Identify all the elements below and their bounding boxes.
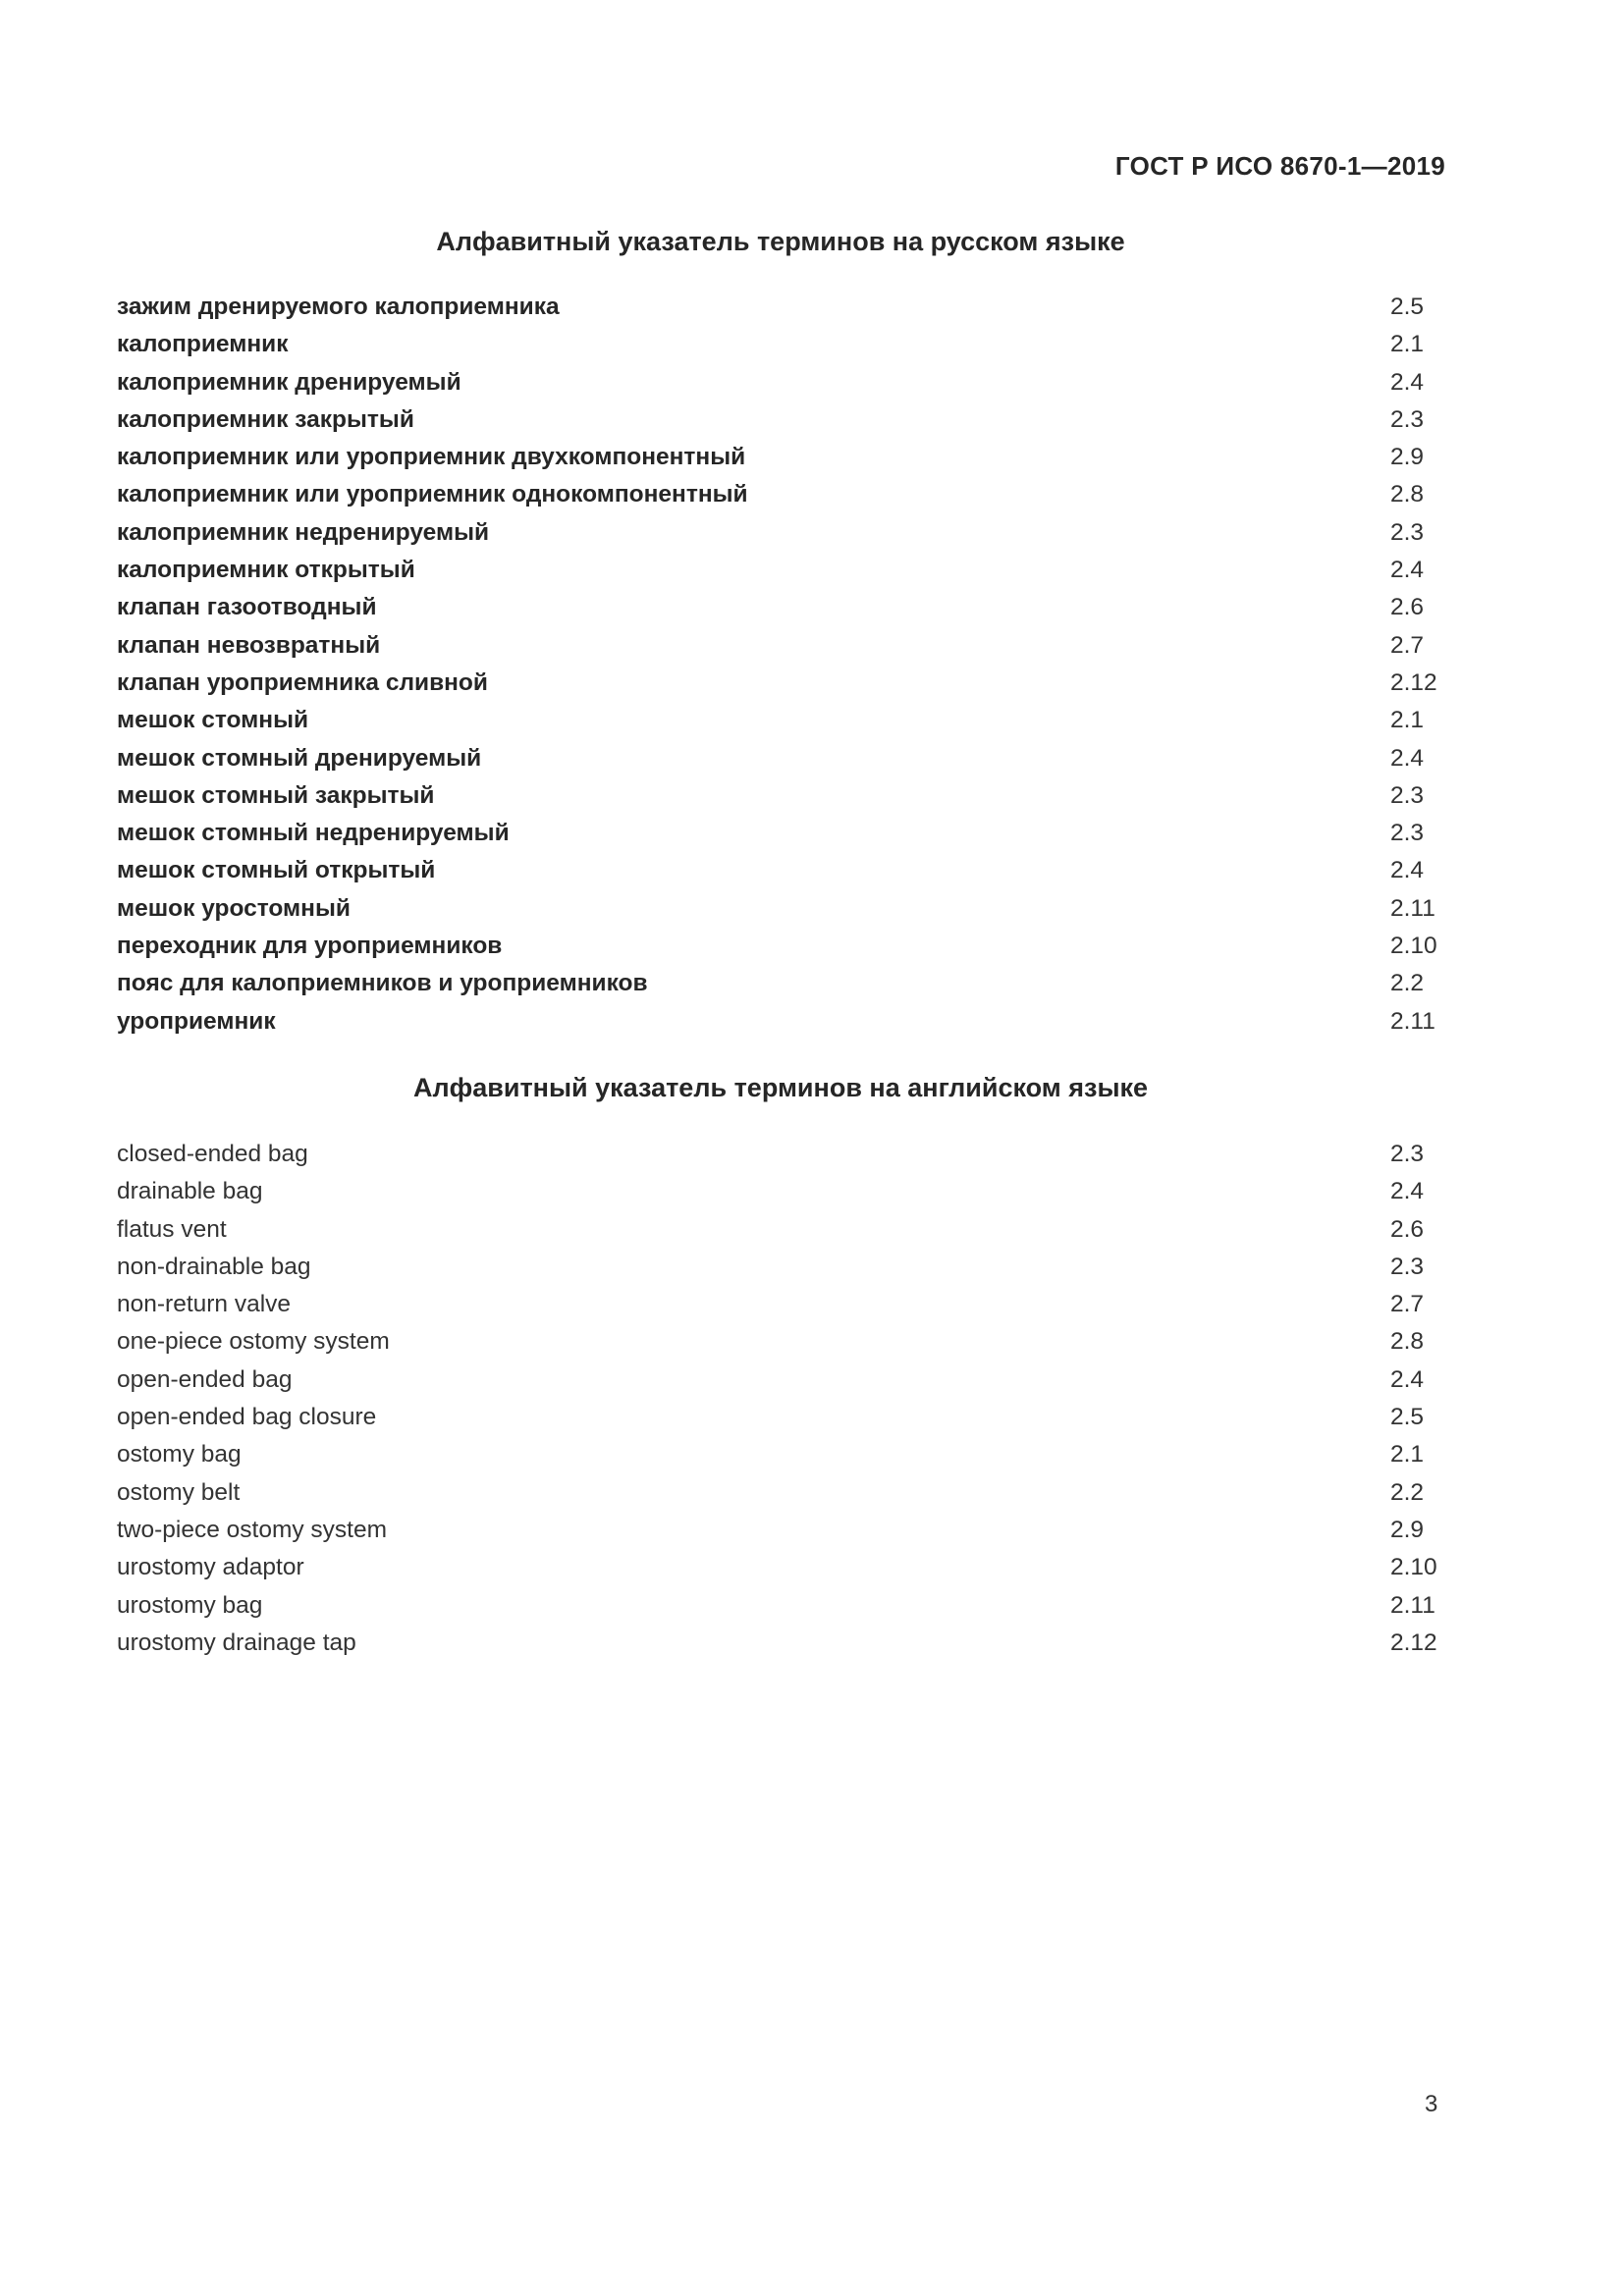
index-term: переходник для уроприемников: [117, 933, 503, 960]
index-term: мешок уростомный: [117, 894, 351, 922]
index-term: non-return valve: [117, 1291, 292, 1318]
index-reference: 2.6: [1390, 1215, 1425, 1243]
index-term: non-drainable bag: [117, 1253, 311, 1280]
index-term: мешок стомный закрытый: [117, 781, 435, 809]
index-reference: 2.3: [1390, 1253, 1425, 1280]
index-reference: 2.8: [1390, 481, 1425, 508]
index-reference: 2.5: [1390, 294, 1425, 320]
index-reference: 2.1: [1390, 707, 1425, 734]
index-reference: 2.9: [1390, 444, 1425, 471]
index-term: мешок стомный недренируемый: [117, 820, 510, 847]
index-entry: [117, 627, 1452, 665]
index-entry: [117, 1323, 1452, 1361]
index-entry: [117, 928, 1452, 965]
index-term: ostomy belt: [117, 1478, 241, 1506]
english-index-heading: Алфавитный указатель терминов на английском языке: [412, 1073, 1149, 1102]
index-entry: [117, 815, 1452, 852]
russian-index-heading: Алфавитный указатель терминов на русском языке: [436, 227, 1125, 256]
index-term: urostomy adaptor: [117, 1554, 304, 1581]
index-reference: 2.12: [1390, 668, 1437, 696]
index-reference: 2.4: [1390, 1365, 1425, 1393]
index-entry: [117, 1362, 1452, 1399]
index-entry: [117, 1399, 1452, 1436]
index-entry: [117, 852, 1452, 889]
index-entry: [117, 1512, 1452, 1549]
index-reference: 2.3: [1390, 820, 1425, 847]
index-entry: [117, 1211, 1452, 1249]
index-term: ostomy bag: [117, 1441, 242, 1468]
index-entry: [117, 589, 1452, 626]
index-term: калоприемник закрытый: [117, 405, 414, 433]
index-reference: 2.10: [1390, 1554, 1437, 1581]
index-reference: 2.2: [1390, 970, 1425, 997]
russian-term-index: [117, 289, 1452, 1041]
index-entry: [117, 1173, 1452, 1210]
index-term: калоприемник недренируемый: [117, 518, 490, 546]
index-term: калоприемник дренируемый: [117, 368, 461, 396]
index-entry: [117, 1436, 1452, 1473]
index-reference: 2.2: [1390, 1478, 1425, 1506]
english-term-index: [117, 1136, 1452, 1662]
index-reference: 2.4: [1390, 557, 1425, 584]
index-term: flatus vent: [117, 1215, 227, 1243]
index-entry: [117, 552, 1452, 589]
index-entry: [117, 364, 1452, 401]
index-entry: [117, 1549, 1452, 1586]
index-term: клапан газоотводный: [117, 594, 377, 621]
index-reference: 2.4: [1390, 857, 1425, 884]
index-entry: [117, 326, 1452, 363]
index-reference: 2.3: [1390, 781, 1425, 809]
page-number: 3: [1425, 2091, 1438, 2117]
index-term: closed-ended bag: [117, 1141, 308, 1167]
index-reference: 2.12: [1390, 1629, 1437, 1656]
index-term: open-ended bag: [117, 1365, 293, 1393]
index-entry: [117, 665, 1452, 702]
index-entry: [117, 1474, 1452, 1512]
index-entry: [117, 740, 1452, 777]
index-entry: [117, 439, 1452, 476]
index-term: зажим дренируемого калоприемника: [117, 294, 560, 320]
index-reference: 2.11: [1390, 1591, 1435, 1619]
index-term: мешок стомный открытый: [117, 857, 436, 884]
index-entry: [117, 1249, 1452, 1286]
index-term: клапан невозвратный: [117, 631, 381, 659]
index-term: калоприемник или уроприемник двухкомпонентный: [117, 444, 746, 471]
index-reference: 2.5: [1390, 1404, 1425, 1431]
index-reference: 2.3: [1390, 1141, 1425, 1167]
index-term: two-piece ostomy system: [117, 1516, 388, 1543]
index-reference: 2.8: [1390, 1328, 1425, 1356]
index-entry: [117, 514, 1452, 552]
index-reference: 2.11: [1390, 1007, 1435, 1035]
index-reference: 2.6: [1390, 594, 1425, 621]
index-reference: 2.4: [1390, 744, 1425, 772]
index-term: one-piece ostomy system: [117, 1328, 390, 1356]
index-reference: 2.1: [1390, 1441, 1425, 1468]
document-code: ГОСТ Р ИСО 8670-1—2019: [1114, 151, 1445, 181]
index-term: urostomy bag: [117, 1591, 263, 1619]
index-entry: [117, 289, 1452, 326]
index-entry: [117, 965, 1452, 1002]
index-term: уроприемник: [117, 1007, 276, 1035]
index-reference: 2.4: [1390, 1178, 1425, 1205]
index-term: пояс для калоприемников и уроприемников: [117, 970, 648, 997]
index-term: мешок стомный: [117, 707, 309, 734]
index-reference: 2.7: [1390, 631, 1425, 659]
index-term: drainable bag: [117, 1178, 263, 1205]
index-entry: [117, 777, 1452, 815]
index-term: калоприемник: [117, 331, 289, 358]
index-term: urostomy drainage tap: [117, 1629, 356, 1656]
index-reference: 2.10: [1390, 933, 1437, 960]
index-term: калоприемник открытый: [117, 557, 415, 584]
index-entry: [117, 1003, 1452, 1041]
index-reference: 2.3: [1390, 518, 1425, 546]
index-entry: [117, 401, 1452, 439]
index-entry: [117, 476, 1452, 513]
index-term: клапан уроприемника сливной: [117, 668, 488, 696]
index-entry: [117, 1136, 1452, 1173]
index-reference: 2.9: [1390, 1516, 1425, 1543]
index-entry: [117, 1286, 1452, 1323]
index-reference: 2.4: [1390, 368, 1425, 396]
index-entry: [117, 702, 1452, 739]
index-entry: [117, 1587, 1452, 1625]
index-reference: 2.7: [1390, 1291, 1425, 1318]
index-reference: 2.11: [1390, 894, 1435, 922]
index-reference: 2.1: [1390, 331, 1425, 358]
index-term: open-ended bag closure: [117, 1404, 377, 1431]
index-entry: [117, 1625, 1452, 1662]
index-reference: 2.3: [1390, 405, 1425, 433]
index-term: калоприемник или уроприемник однокомпонентный: [117, 481, 748, 508]
index-entry: [117, 890, 1452, 928]
index-term: мешок стомный дренируемый: [117, 744, 482, 772]
